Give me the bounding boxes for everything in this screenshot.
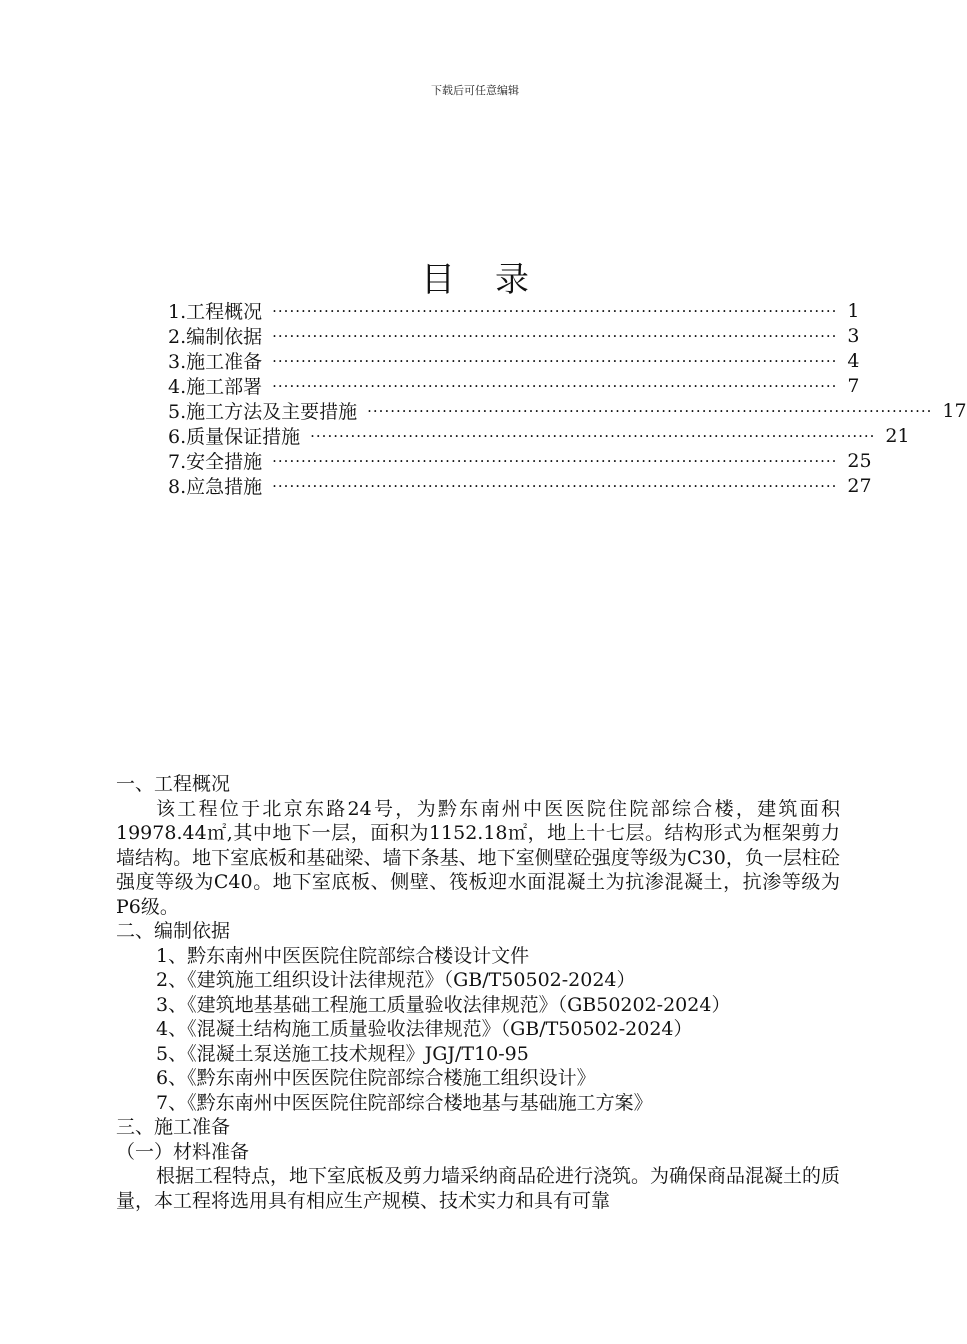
toc-entry-page: 1: [847, 299, 860, 322]
toc-entry-label: 8.应急措施: [168, 476, 263, 498]
toc-entry-page: 4: [847, 349, 860, 372]
page-header-note: 下载后可任意编辑: [431, 84, 519, 97]
toc-leader-dots: ··································································································: [272, 351, 838, 370]
toc-entry: [168, 423, 910, 448]
reference-item: 2、《建筑施工组织设计法律规范》（GB/T50502-2024）: [156, 969, 636, 991]
toc-leader-dots: ··································································································: [272, 451, 838, 470]
toc-entry-page: 17: [942, 399, 967, 422]
table-of-contents: [168, 298, 967, 498]
section-heading: 二、编制依据: [116, 920, 231, 942]
reference-item: 3、《建筑地基基础工程施工质量验收法律规范》（GB50202-2024）: [156, 993, 731, 1016]
reference-item: 7、《黔东南州中医医院住院部综合楼地基与基础施工方案》: [156, 1091, 653, 1114]
toc-leader-dots: ··································································································: [367, 401, 933, 420]
section-heading: 三、施工准备: [116, 1116, 231, 1138]
toc-entry: [168, 323, 860, 348]
toc-leader-dots: ··································································································: [272, 376, 838, 395]
toc-entry: [168, 398, 967, 423]
toc-entry-label: 7.安全措施: [168, 451, 263, 473]
toc-entry: [168, 448, 872, 473]
toc-entry-label: 4.施工部署: [168, 376, 263, 398]
toc-entry-label: 2.编制依据: [168, 326, 263, 348]
toc-entry: [168, 298, 860, 323]
toc-entry-page: 21: [885, 424, 910, 447]
toc-leader-dots: ··································································································: [272, 301, 838, 320]
toc-entry-page: 7: [847, 374, 860, 397]
reference-item: 5、《混凝土泵送施工技术规程》JGJ/T10-95: [156, 1042, 529, 1065]
reference-item: 6、《黔东南州中医医院住院部综合楼施工组织设计》: [156, 1067, 596, 1089]
reference-item: 4、《混凝土结构施工质量验收法律规范》（GB/T50502-2024）: [156, 1018, 693, 1040]
toc-entry: [168, 373, 860, 398]
toc-entry: [168, 348, 860, 373]
toc-entry-label: 6.质量保证措施: [168, 426, 301, 448]
toc-leader-dots: ··································································································: [310, 426, 876, 445]
toc-leader-dots: ··································································································: [272, 326, 838, 345]
section-paragraph: 根据工程特点，地下室底板及剪力墙采纳商品砼进行浇筑。为确保商品混凝土的质量，本工程将选用具有相应生产规模、技术实力和具有可靠: [116, 1165, 841, 1212]
document-body: [116, 772, 840, 1213]
toc-entry-page: 3: [847, 324, 860, 347]
toc-entry-label: 5.施工方法及主要措施: [168, 401, 358, 423]
toc-entry-label: 1.工程概况: [168, 301, 263, 323]
toc-leader-dots: ··································································································: [272, 476, 838, 495]
section-heading: 一、工程概况: [116, 773, 231, 795]
toc-entry-label: 3.施工准备: [168, 351, 263, 373]
toc-entry-page: 25: [847, 449, 872, 472]
toc-entry: [168, 473, 872, 498]
toc-title: 目录: [421, 260, 569, 300]
subsection-heading: （一）材料准备: [116, 1140, 250, 1163]
section-paragraph: 该工程位于北京东路24号，为黔东南州中医医院住院部综合楼，建筑面积19978.44㎡,其中地下一层，面积为1152.18㎡，地上十七层。结构形式为框架剪力墙结构。地下室底板和基础梁、墙下条基、地下室侧壁砼强度等级为C30，负一层柱砼强度等级为C40。地下室底板、侧壁、筏板迎水面混凝土为抗渗混凝土，抗渗等级为P6级。: [116, 797, 840, 918]
reference-item: 1、黔东南州中医医院住院部综合楼设计文件: [156, 944, 530, 967]
toc-entry-page: 27: [847, 474, 872, 497]
